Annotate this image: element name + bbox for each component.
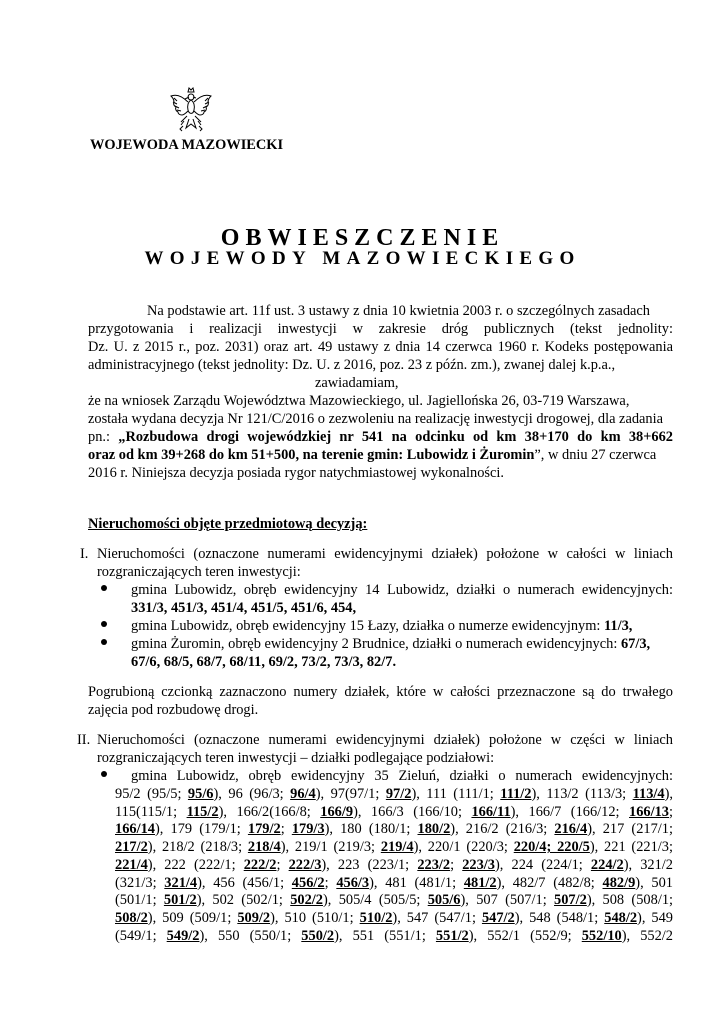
section-1-bullet-1-parcels: 331/3, 451/3, 451/4, 451/5, 451/6, 454,	[131, 600, 357, 616]
intro-notify: zawiadamiam,	[315, 375, 399, 391]
parcel-text: ), 96 (96/3;	[213, 786, 291, 802]
section-1-bullet-3-parcels-b: 67/6, 68/5, 68/7, 68/11, 69/2, 73/2, 73/3, 82/7.	[131, 654, 397, 670]
parcel-row	[115, 909, 673, 927]
parcel-text: (501/1;	[115, 892, 164, 909]
parcel-text: ), 220/1 (220/3;	[413, 839, 514, 856]
parcel-text: ), 550 (550/1;	[199, 927, 302, 944]
section-1-line-1: Nieruchomości (oznaczone numerami ewidencyjnymi działek) położone w całości w liniach	[97, 546, 673, 562]
task-name-part1: „Rozbudowa drogi wojewódzkiej nr 541 na odcinku od km 38+170 do km 38+662	[118, 429, 673, 445]
parcel-number-divided: 456/3	[336, 874, 370, 891]
eagle-emblem-icon	[168, 86, 214, 136]
task-name-part2: oraz od km 39+268 do km 51+500, na terenie gmin: Lubowidz i Żuromin	[88, 447, 535, 463]
parcel-number-divided: 179/2	[247, 821, 281, 838]
decision-date: ”, w dniu 27 czerwca	[534, 447, 657, 463]
intro-line-7: została wydana decyzja Nr 121/C/2016 o zezwoleniu na realizację inwestycji drogowej, dla zadania	[88, 411, 663, 427]
parcel-number-divided: 547/2	[481, 909, 515, 926]
parcel-number-divided: 321/4	[164, 874, 198, 891]
parcel-number-divided: 501/2	[163, 892, 197, 909]
parcel-number-divided: 217/2	[115, 839, 148, 856]
parcel-number-divided: 505/6	[427, 892, 461, 909]
parcel-text: ), 508 (508/1;	[586, 892, 674, 909]
parcel-number-divided: 179/3	[291, 821, 325, 838]
parcel-number-divided: 510/2	[359, 909, 393, 926]
parcel-number-divided: 222/2	[243, 856, 277, 873]
parcel-number-divided: 220/4; 220/5	[513, 839, 590, 856]
section-2-number: II.	[77, 732, 91, 748]
section-1-bullet-2-parcels: 11/3,	[604, 618, 633, 634]
intro-line-2: przygotowania i realizacji inwestycji w zakresie dróg publicznych (tekst jednolity:	[88, 321, 673, 337]
bullet-icon	[101, 621, 107, 627]
intro-line-8	[88, 428, 673, 446]
parcel-text: ;	[669, 803, 674, 820]
parcel-text: ), 547 (547/1;	[392, 909, 482, 926]
parcel-text: ), 552/2	[621, 927, 673, 944]
parcel-text: ), 502 (502/1;	[196, 892, 291, 909]
parcel-number-divided: 507/2	[554, 892, 587, 909]
parcel-number-divided: 551/2	[435, 927, 469, 944]
parcel-text: ), 507 (507/1;	[460, 892, 555, 909]
parcel-text: ), 509 (509/1;	[147, 909, 238, 926]
parcel-text: ;	[450, 856, 463, 873]
parcel-text: ), 548 (548/1;	[514, 909, 605, 926]
parcel-number-divided: 115/2	[186, 803, 219, 820]
parcel-text: ), 111 (111/1;	[411, 786, 501, 802]
parcel-number-divided: 95/6	[187, 786, 214, 802]
parcel-text: ), 501	[635, 874, 673, 891]
section-1-number: I.	[80, 546, 89, 562]
section-1-bullet-2-text: gmina Lubowidz, obręb ewidencyjny 15 Łazy, działka o numerze ewidencyjnym:	[131, 618, 605, 634]
parcel-number-divided: 180/2	[417, 821, 451, 838]
document-title: OBWIESZCZENIE	[220, 225, 505, 251]
section-1-bullet-3-text: gmina Żuromin, obręb ewidencyjny 2 Brudnice, działki o numerach ewidencyjnych:	[131, 636, 621, 652]
parcel-text: ), 166/3 (166/10;	[353, 803, 472, 820]
parcel-text: ), 216/2 (216/3;	[450, 821, 555, 838]
parcel-row	[115, 927, 673, 945]
bullet-icon	[101, 771, 107, 777]
parcel-text: ), 510 (510/1;	[270, 909, 360, 926]
intro-line-6: że na wniosek Zarządu Województwa Mazowieckiego, ul. Jagiellońska 26, 03-719 Warszawa,	[88, 393, 630, 409]
parcel-text: ), 551 (551/1;	[334, 927, 436, 944]
parcel-number-divided: 166/14	[115, 821, 155, 838]
bullet-icon	[101, 585, 107, 591]
parcel-number-divided: 166/13	[629, 803, 670, 820]
parcel-number-divided: 481/2	[463, 874, 497, 891]
parcel-text: ),	[664, 786, 674, 802]
parcel-text: ), 224 (224/1;	[495, 856, 591, 873]
parcel-text: ;	[324, 874, 337, 891]
parcel-number-divided: 552/10	[581, 927, 622, 944]
parcel-number-divided: 113/4	[632, 786, 665, 802]
section-2-line-2: rozgraniczających teren inwestycji – działki podlegające podziałowi:	[97, 750, 495, 766]
parcel-number-divided: 223/3	[462, 856, 495, 873]
parcel-text: ;	[280, 821, 292, 838]
parcel-row	[115, 785, 673, 803]
parcel-text: ), 113/2 (113/3;	[531, 786, 633, 802]
section-2-line-1: Nieruchomości (oznaczone numerami ewidencyjnymi działek) położone w części w liniach	[97, 732, 673, 748]
parcel-text: ), 219/1 (219/3;	[280, 839, 381, 856]
parcel-text: ), 222 (222/1;	[147, 856, 244, 873]
parcel-text: ), 456 (456/1;	[197, 874, 292, 891]
parcel-number-divided: 224/2	[590, 856, 624, 873]
parcel-text: ), 552/1 (552/9;	[468, 927, 582, 944]
parcel-text: ), 481 (481/1;	[369, 874, 464, 891]
parcel-row	[115, 820, 673, 838]
intro-line-1: Na podstawie art. 11f ust. 3 ustawy z dnia 10 kwietnia 2003 r. o szczególnych zasadach	[147, 303, 650, 319]
parcel-number-divided: 222/3	[288, 856, 322, 873]
parcel-number-divided: 218/4	[247, 839, 281, 856]
parcel-number-divided: 96/4	[290, 786, 316, 802]
section-1-line-2: rozgraniczających teren inwestycji:	[97, 564, 301, 580]
parcel-text: ), 223 (223/1;	[321, 856, 418, 873]
parcel-text: ;	[276, 856, 289, 873]
parcel-row	[115, 874, 673, 892]
bullet-icon	[101, 639, 107, 645]
parcel-number-divided: 548/2	[604, 909, 638, 926]
section-1-bullet-1: gmina Lubowidz, obręb ewidencyjny 14 Lubowidz, działki o numerach ewidencyjnych:	[131, 582, 673, 598]
parcel-text: (549/1;	[115, 927, 167, 944]
parcel-text: ), 166/7 (166/12;	[510, 803, 630, 820]
parcel-text: ), 218/2 (218/3;	[147, 839, 248, 856]
parcel-number-divided: 219/4	[380, 839, 414, 856]
intro-line-4: administracyjnego (tekst jednolity: Dz. U. z 2016, poz. 23 z późn. zm.), zwanej dalej k.p.a.,	[88, 357, 616, 373]
parcel-text: ), 180 (180/1;	[324, 821, 418, 838]
parcel-number-divided: 223/2	[417, 856, 451, 873]
intro-line-3: Dz. U. z 2015 r., poz. 2031) oraz art. 49 ustawy z dnia 14 czerwca 1960 r. Kodeks postępowania	[88, 339, 673, 355]
document-subtitle: WOJEWODY MAZOWIECKIEGO	[144, 248, 581, 269]
parcel-number-divided: 508/2	[115, 909, 148, 926]
parcel-text: ), 221 (221/3;	[589, 839, 674, 856]
parcel-row	[115, 856, 673, 874]
parcel-text: ), 166/2(166/8;	[218, 803, 321, 820]
section-1-bullet-3-parcels-a: 67/3,	[620, 636, 651, 652]
parcel-text: (321/3;	[115, 874, 165, 891]
section-1-bullet-2	[131, 617, 632, 635]
parcel-number-divided: 482/9	[602, 874, 636, 891]
section-heading	[88, 515, 367, 533]
parcel-number-divided: 111/2	[500, 786, 532, 802]
parcel-number-divided: 456/2	[291, 874, 325, 891]
intro-pn-label: pn.:	[88, 429, 119, 445]
parcel-number-divided: 550/2	[301, 927, 335, 944]
intro-line-9	[88, 446, 656, 464]
section-1-bullet-3	[131, 635, 650, 653]
section-2-bullet-1: gmina Lubowidz, obręb ewidencyjny 35 Zieluń, działki o numerach ewidencyjnych:	[131, 768, 673, 784]
parcel-text: ), 549	[637, 909, 674, 926]
parcel-row	[115, 838, 673, 856]
parcel-number-divided: 166/11	[471, 803, 511, 820]
parcel-text: ), 97(97/1;	[315, 786, 386, 802]
parcel-number-divided: 166/9	[320, 803, 354, 820]
section-1-note-1: Pogrubioną czcionką zaznaczono numery działek, które w całości przeznaczone są do trwałego	[88, 684, 673, 700]
parcel-text: 115(115/1;	[115, 803, 187, 820]
parcel-number-divided: 509/2	[237, 909, 271, 926]
parcel-number-divided: 97/2	[385, 786, 412, 802]
parcel-number-divided: 216/4	[554, 821, 588, 838]
section-heading-text: Nieruchomości objęte przedmiotową decyzją:	[88, 516, 368, 532]
parcel-text: ), 179 (179/1;	[154, 821, 248, 838]
section-1-note-2: zajęcia pod rozbudowę drogi.	[88, 702, 259, 718]
parcel-number-divided: 221/4	[115, 856, 148, 873]
parcel-text: 95/2 (95/5;	[115, 786, 188, 802]
parcel-number-divided: 549/2	[166, 927, 200, 944]
authority-name: WOJEWODA MAZOWIECKI	[90, 137, 284, 153]
parcel-row	[115, 803, 673, 821]
parcel-text: ), 482/7 (482/8;	[496, 874, 603, 891]
parcel-number-divided: 502/2	[290, 892, 323, 909]
parcel-text: ), 321/2	[623, 856, 673, 873]
parcel-row	[115, 891, 673, 909]
parcel-text: ), 217 (217/1;	[587, 821, 673, 838]
intro-line-10: 2016 r. Niniejsza decyzja posiada rygor natychmiastowej wykonalności.	[88, 465, 505, 481]
parcel-text: ), 505/4 (505/5;	[323, 892, 428, 909]
